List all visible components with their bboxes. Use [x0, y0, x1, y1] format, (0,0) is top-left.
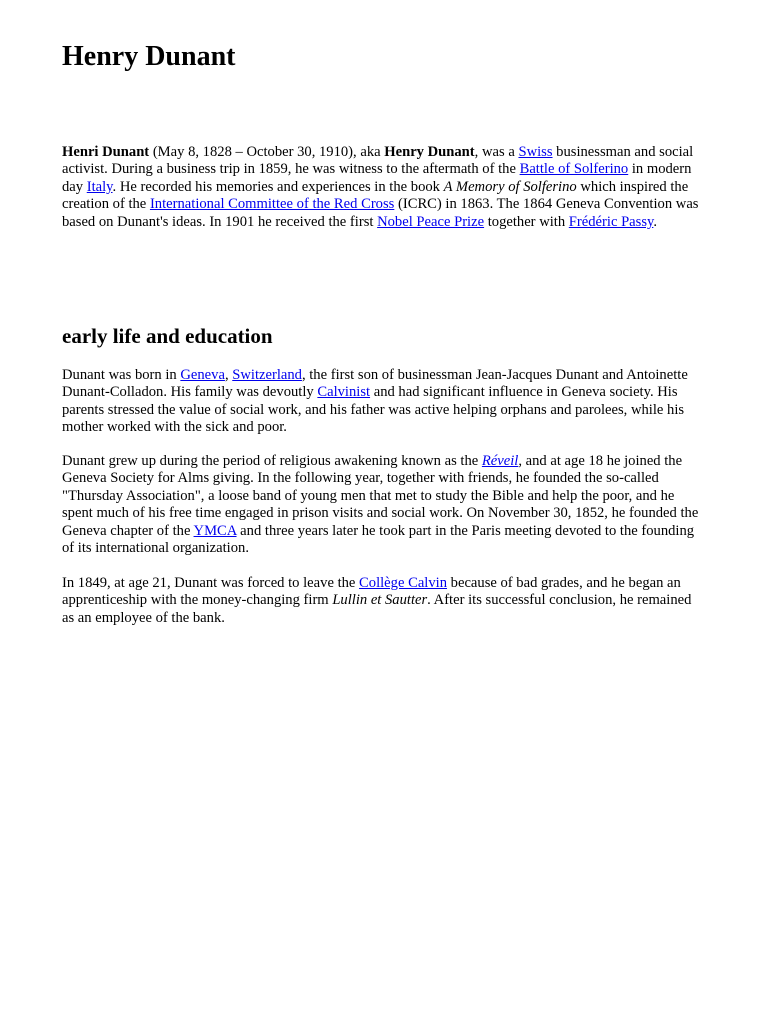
page-title: Henry Dunant	[62, 41, 236, 72]
body-text: . After its successful conclusion, he remained as an employee of the bank.	[62, 592, 692, 626]
body-text: and had significant influence in Geneva society. His parents stressed the value of social work, and his father was active helping orphans and parolees, while his mother worked with the sick and poor.	[62, 384, 685, 436]
early-life-paragraph-1	[62, 367, 707, 437]
link-icrc[interactable]: International Committee of the Red Cross	[149, 196, 395, 213]
link-geneva[interactable]: Geneva	[180, 367, 225, 383]
body-text: Dunant grew up during the period of religious awakening known as the	[62, 453, 482, 469]
subject-alias-bold: Henry Dunant	[384, 144, 475, 160]
body-text: and three years later he took part in the Paris meeting devoted to the founding of its international organization.	[62, 522, 695, 557]
intro-text: in modern day	[62, 161, 692, 195]
firm-name-italic: Lullin et Sautter	[332, 592, 428, 609]
link-ymca[interactable]: YMCA	[193, 522, 237, 539]
link-nobel-peace-prize[interactable]: Nobel Peace Prize	[377, 213, 485, 230]
body-text: , and at age 18 he joined the Geneva Society for Alms giving. In the following year, together with friends, he founded the so-called "Thursday Association", a loose band of young men that met to study the Bible and help the poor, and he spent much of his free time engaged in prison visits and social work. On November 30, 1852, he founded the Geneva chapter of the	[62, 453, 699, 539]
subject-name-bold: Henri Dunant	[62, 144, 150, 160]
intro-text: which inspired the creation of the	[62, 178, 689, 213]
intro-text: , was a	[474, 144, 519, 160]
link-italy[interactable]: Italy	[86, 178, 113, 195]
body-text: ,	[224, 367, 233, 383]
link-college-calvin[interactable]: Collège Calvin	[359, 575, 448, 591]
intro-paragraph	[62, 144, 707, 231]
link-battle-of-solferino[interactable]: Battle of Solferino	[519, 161, 629, 178]
intro-text: . He recorded his memories and experiences in the book	[112, 178, 444, 195]
section-heading-early-life: early life and education	[62, 324, 273, 348]
link-frederic-passy[interactable]: Frédéric Passy	[568, 213, 654, 230]
body-text: In 1849, at age 21, Dunant was forced to leave the	[62, 575, 360, 591]
book-title-italic: A Memory of Solferino	[443, 178, 577, 195]
intro-text: .	[653, 213, 658, 230]
body-text: because of bad grades, and he began an apprenticeship with the money-changing firm	[62, 575, 681, 609]
link-calvinist[interactable]: Calvinist	[317, 384, 371, 401]
link-reveil[interactable]: Réveil	[481, 453, 519, 469]
early-life-paragraph-2	[62, 453, 707, 557]
intro-text: businessman and social activist. During a business trip in 1859, he was witness to the aftermath of the	[62, 144, 694, 178]
link-swiss[interactable]: Swiss	[518, 144, 553, 160]
intro-text: together with	[484, 213, 569, 230]
body-text: , the first son of businessman Jean-Jacques Dunant and Antoinette Dunant-Colladon. His family was devoutly	[62, 367, 688, 401]
intro-text: (ICRC) in 1863. The 1864 Geneva Convention was based on Dunant's ideas. In 1901 he received the first	[62, 196, 699, 230]
intro-text: (May 8, 1828 – October 30, 1910), aka	[149, 144, 385, 160]
body-text: Dunant was born in	[62, 367, 181, 383]
link-switzerland[interactable]: Switzerland	[232, 367, 302, 383]
early-life-paragraph-3	[62, 575, 707, 627]
